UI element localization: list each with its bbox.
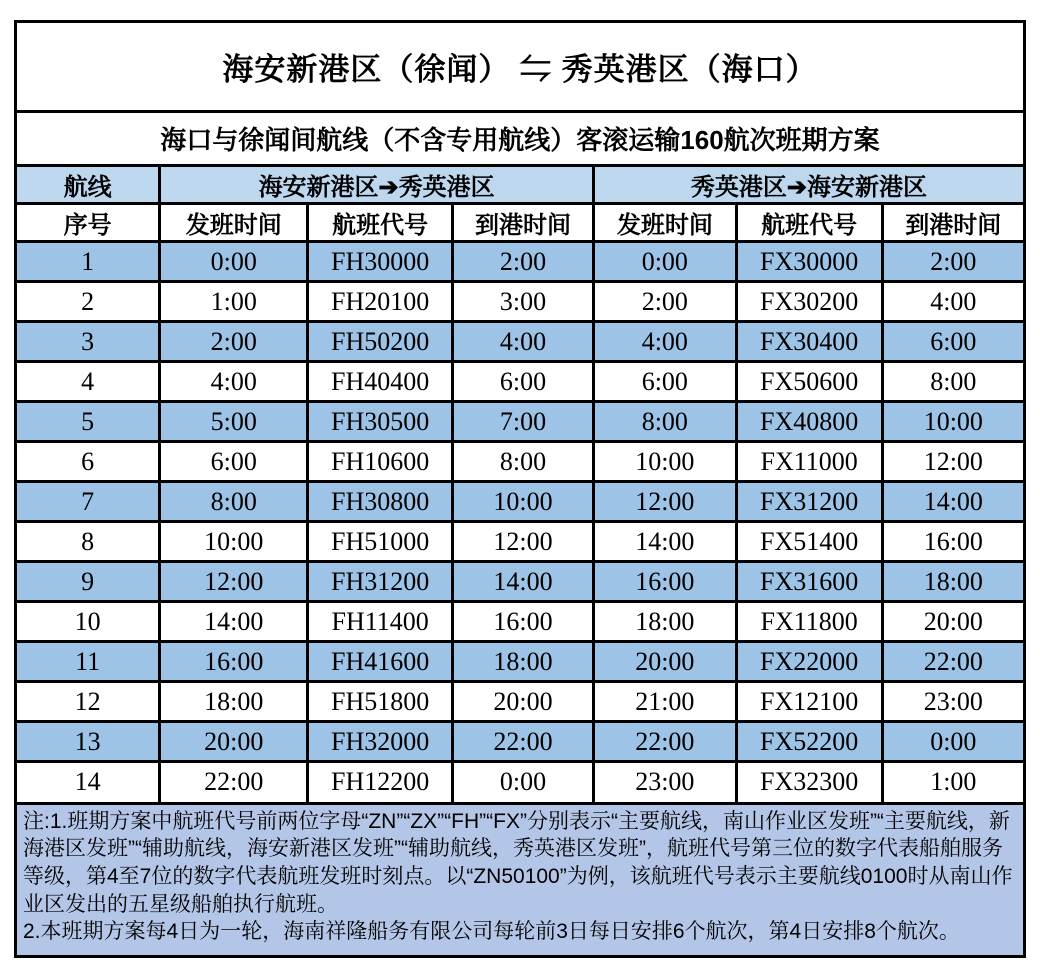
- cell-depart-outbound: 0:00: [160, 242, 308, 282]
- table-row: [17, 682, 1023, 722]
- cell-code-outbound: FH40400: [308, 362, 453, 402]
- cell-arrive-outbound: 12:00: [453, 522, 594, 562]
- cell-code-return: FX52200: [736, 722, 882, 762]
- cell-code-return: FX11800: [736, 602, 882, 642]
- schedule-body: [17, 242, 1023, 802]
- row-seq: 2: [17, 282, 160, 322]
- row-seq: 12: [17, 682, 160, 722]
- cell-depart-outbound: 4:00: [160, 362, 308, 402]
- table-row: [17, 602, 1023, 642]
- note-line-1: 注:1.班期方案中航班代号前两位字母“ZN”“ZX”“FH”“FX”分别表示“主要航线，南山作业区发班”“主要航线，新海港区发班”“辅助航线，海安新港区发班”“辅助航线，秀英港区发班”，航班代号第三位的数字代表船舶服务等级，第4至7位的数字代表航班发班时刻点。以“ZN50100”为例，该航班代号表示主要航线0100时从南山作业区发出的五星级船舶执行航班。: [23, 809, 1013, 916]
- table-row: [17, 522, 1023, 562]
- cell-code-return: FX32300: [736, 762, 882, 802]
- table-row: [17, 482, 1023, 522]
- row-seq: 13: [17, 722, 160, 762]
- direction-header-return: 秀英港区➔海安新港区: [593, 167, 1023, 204]
- row-seq: 6: [17, 442, 160, 482]
- table-row: [17, 402, 1023, 442]
- cell-arrive-outbound: 6:00: [453, 362, 594, 402]
- cell-depart-return: 16:00: [593, 562, 736, 602]
- cell-arrive-outbound: 22:00: [453, 722, 594, 762]
- plan-subtitle: 海口与徐闻间航线（不含专用航线）客滚运输160航次班期方案: [17, 113, 1023, 167]
- cell-code-return: FX51400: [736, 522, 882, 562]
- note-line-2: 2.本班期方案每4日为一轮，海南祥隆船务有限公司每轮前3日每日安排6个航次，第4日安排8个航次。: [23, 920, 960, 944]
- cell-depart-return: 22:00: [593, 722, 736, 762]
- cell-arrive-return: 16:00: [882, 522, 1023, 562]
- cell-arrive-return: 23:00: [882, 682, 1023, 722]
- cell-code-return: FX30000: [736, 242, 882, 282]
- table-row: [17, 562, 1023, 602]
- cell-depart-outbound: 16:00: [160, 642, 308, 682]
- table-row: [17, 762, 1023, 802]
- col-header-seq: 序号: [17, 204, 160, 242]
- cell-depart-return: 12:00: [593, 482, 736, 522]
- cell-arrive-outbound: 16:00: [453, 602, 594, 642]
- cell-code-return: FX30200: [736, 282, 882, 322]
- col-header-code-outbound: 航班代号: [308, 204, 453, 242]
- cell-arrive-return: 12:00: [882, 442, 1023, 482]
- col-header-depart-outbound: 发班时间: [160, 204, 308, 242]
- cell-arrive-return: 18:00: [882, 562, 1023, 602]
- cell-arrive-return: 4:00: [882, 282, 1023, 322]
- cell-depart-return: 8:00: [593, 402, 736, 442]
- cell-depart-return: 4:00: [593, 322, 736, 362]
- cell-code-outbound: FH51800: [308, 682, 453, 722]
- row-seq: 8: [17, 522, 160, 562]
- cell-arrive-outbound: 20:00: [453, 682, 594, 722]
- cell-depart-outbound: 14:00: [160, 602, 308, 642]
- cell-depart-outbound: 5:00: [160, 402, 308, 442]
- cell-arrive-return: 2:00: [882, 242, 1023, 282]
- table-row: [17, 442, 1023, 482]
- notes-block: [17, 802, 1023, 956]
- cell-depart-outbound: 6:00: [160, 442, 308, 482]
- cell-depart-return: 20:00: [593, 642, 736, 682]
- cell-code-return: FX30400: [736, 322, 882, 362]
- cell-code-outbound: FH11400: [308, 602, 453, 642]
- schedule-table: [17, 167, 1023, 802]
- cell-code-outbound: FH20100: [308, 282, 453, 322]
- direction-header-outbound: 海安新港区➔秀英港区: [160, 167, 594, 204]
- column-header-row: [17, 204, 1023, 242]
- table-row: [17, 282, 1023, 322]
- col-header-code-return: 航班代号: [736, 204, 882, 242]
- cell-arrive-outbound: 18:00: [453, 642, 594, 682]
- cell-depart-outbound: 10:00: [160, 522, 308, 562]
- cell-arrive-outbound: 7:00: [453, 402, 594, 442]
- cell-depart-outbound: 20:00: [160, 722, 308, 762]
- cell-code-return: FX22000: [736, 642, 882, 682]
- cell-code-outbound: FH50200: [308, 322, 453, 362]
- row-seq: 5: [17, 402, 160, 442]
- cell-depart-outbound: 1:00: [160, 282, 308, 322]
- cell-arrive-outbound: 10:00: [453, 482, 594, 522]
- table-row: [17, 722, 1023, 762]
- table-row: [17, 322, 1023, 362]
- col-header-depart-return: 发班时间: [593, 204, 736, 242]
- cell-code-outbound: FH41600: [308, 642, 453, 682]
- cell-code-outbound: FH30000: [308, 242, 453, 282]
- cell-depart-return: 2:00: [593, 282, 736, 322]
- table-row: [17, 242, 1023, 282]
- row-seq: 7: [17, 482, 160, 522]
- direction-header-row: [17, 167, 1023, 204]
- row-seq: 14: [17, 762, 160, 802]
- cell-code-return: FX31600: [736, 562, 882, 602]
- cell-arrive-outbound: 2:00: [453, 242, 594, 282]
- row-seq: 10: [17, 602, 160, 642]
- cell-code-outbound: FH31200: [308, 562, 453, 602]
- cell-depart-return: 10:00: [593, 442, 736, 482]
- cell-arrive-return: 6:00: [882, 322, 1023, 362]
- row-seq: 11: [17, 642, 160, 682]
- col-header-route: 航线: [17, 167, 160, 204]
- cell-arrive-return: 10:00: [882, 402, 1023, 442]
- col-header-arrive-outbound: 到港时间: [453, 204, 594, 242]
- cell-depart-return: 18:00: [593, 602, 736, 642]
- cell-code-return: FX31200: [736, 482, 882, 522]
- row-seq: 4: [17, 362, 160, 402]
- table-row: [17, 362, 1023, 402]
- cell-arrive-return: 20:00: [882, 602, 1023, 642]
- cell-depart-return: 23:00: [593, 762, 736, 802]
- cell-arrive-outbound: 8:00: [453, 442, 594, 482]
- row-seq: 1: [17, 242, 160, 282]
- cell-arrive-outbound: 0:00: [453, 762, 594, 802]
- cell-arrive-outbound: 14:00: [453, 562, 594, 602]
- cell-depart-outbound: 8:00: [160, 482, 308, 522]
- cell-depart-return: 14:00: [593, 522, 736, 562]
- cell-code-outbound: FH51000: [308, 522, 453, 562]
- cell-arrive-return: 8:00: [882, 362, 1023, 402]
- cell-arrive-return: 0:00: [882, 722, 1023, 762]
- cell-code-return: FX40800: [736, 402, 882, 442]
- table-row: [17, 642, 1023, 682]
- row-seq: 9: [17, 562, 160, 602]
- cell-depart-return: 0:00: [593, 242, 736, 282]
- cell-depart-return: 21:00: [593, 682, 736, 722]
- cell-code-outbound: FH30500: [308, 402, 453, 442]
- cell-code-outbound: FH12200: [308, 762, 453, 802]
- cell-arrive-return: 1:00: [882, 762, 1023, 802]
- cell-code-return: FX50600: [736, 362, 882, 402]
- cell-depart-outbound: 2:00: [160, 322, 308, 362]
- cell-code-outbound: FH30800: [308, 482, 453, 522]
- cell-code-outbound: FH32000: [308, 722, 453, 762]
- row-seq: 3: [17, 322, 160, 362]
- route-title: 海安新港区（徐闻） ⇋ 秀英港区（海口）: [17, 23, 1023, 113]
- cell-arrive-outbound: 3:00: [453, 282, 594, 322]
- col-header-arrive-return: 到港时间: [882, 204, 1023, 242]
- cell-code-return: FX12100: [736, 682, 882, 722]
- cell-arrive-outbound: 4:00: [453, 322, 594, 362]
- cell-arrive-return: 22:00: [882, 642, 1023, 682]
- cell-depart-outbound: 22:00: [160, 762, 308, 802]
- cell-code-outbound: FH10600: [308, 442, 453, 482]
- cell-depart-outbound: 18:00: [160, 682, 308, 722]
- cell-depart-return: 6:00: [593, 362, 736, 402]
- cell-code-return: FX11000: [736, 442, 882, 482]
- cell-arrive-return: 14:00: [882, 482, 1023, 522]
- cell-depart-outbound: 12:00: [160, 562, 308, 602]
- schedule-sheet: [14, 20, 1026, 958]
